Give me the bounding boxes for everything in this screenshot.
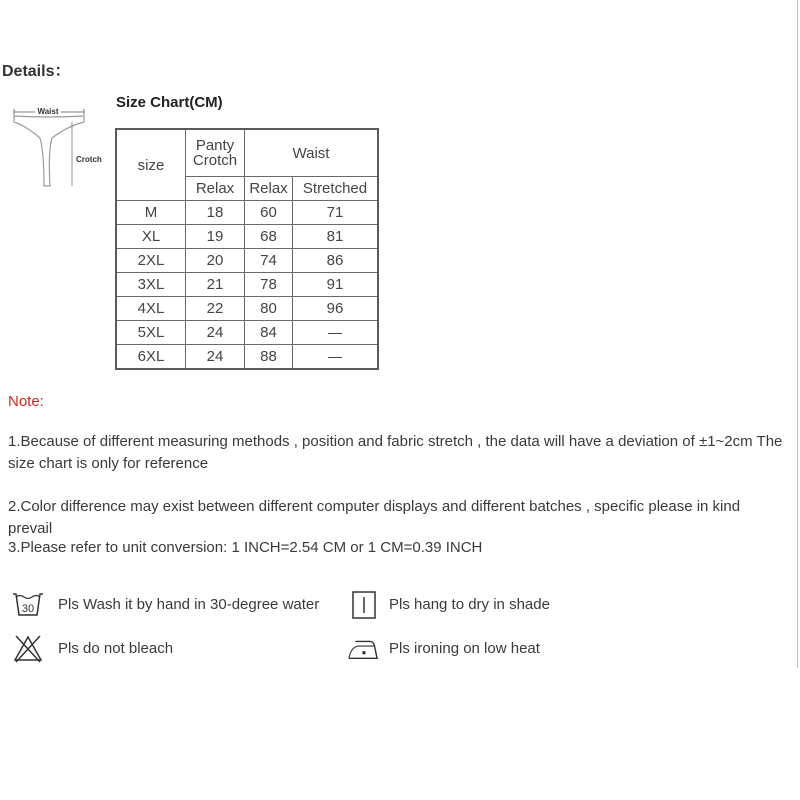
table-row [116,249,378,273]
cell-size: M [116,201,186,225]
cell-size: 4XL [116,297,186,321]
cell-waist-relax: 88 [245,345,293,370]
header-crotch-relax: Relax [186,177,245,201]
cell-crotch-relax: 18 [186,201,245,225]
cell-size: 6XL [116,345,186,370]
cell-waist-stretched: 81 [293,225,379,249]
cell-size: 3XL [116,273,186,297]
cell-waist-relax: 78 [245,273,293,297]
waist-label: Waist [37,107,59,116]
header-waist-stretched: Stretched [293,177,379,201]
hang-dry-shade-icon [349,590,381,620]
table-row [116,201,378,225]
panty-measurement-diagram [8,100,108,200]
details-label: Details： [2,63,71,80]
cell-waist-stretched: 71 [293,201,379,225]
cell-size: XL [116,225,186,249]
cell-waist-relax: 74 [245,249,293,273]
header-waist-relax: Relax [245,177,293,201]
note-item-1: 1.Because of different measuring methods , position and fabric stretch , the data will have a deviation of ±1~2cm The size chart is only for reference [8,433,783,472]
crotch-label: Crotch [76,155,102,164]
care-hang-dry-text: Pls hang to dry in shade [389,596,550,613]
cell-waist-stretched [293,345,379,370]
right-border-line [797,0,798,668]
cell-size: 5XL [116,321,186,345]
table-row [116,345,378,370]
panty-outline [14,116,84,186]
size-chart-table [115,128,379,370]
cell-crotch-relax: 19 [186,225,245,249]
table-header-row [116,129,378,177]
header-waist: Waist [245,129,379,177]
header-size: size [116,129,186,201]
wash-temp-label: 30 [21,603,35,615]
cell-crotch-relax: 24 [186,345,245,370]
note-item-3: 3.Please refer to unit conversion: 1 INCH=2.54 CM or 1 CM=0.39 INCH [8,539,483,556]
table-row [116,225,378,249]
cell-waist-relax: 80 [245,297,293,321]
do-not-bleach-icon [12,633,44,663]
care-iron-text: Pls ironing on low heat [389,640,540,657]
note-item-2: 2.Color difference may exist between different computer displays and different batches , specific please in kind prevail [8,498,741,537]
header-panty-crotch: Panty Crotch [186,129,245,177]
cell-waist-stretched [293,321,379,345]
cell-waist-relax: 84 [245,321,293,345]
cell-waist-stretched: 96 [293,297,379,321]
not-applicable-dash [328,333,342,334]
table-row [116,297,378,321]
cell-crotch-relax: 20 [186,249,245,273]
cell-waist-relax: 60 [245,201,293,225]
care-hand-wash-text: Pls Wash it by hand in 30-degree water [58,596,320,613]
note-title: Note: [8,393,44,410]
hand-wash-30-icon [12,589,44,619]
cell-waist-relax: 68 [245,225,293,249]
not-applicable-dash [328,357,342,358]
cell-crotch-relax: 24 [186,321,245,345]
cell-waist-stretched: 86 [293,249,379,273]
size-chart-title: Size Chart(CM) [116,94,223,111]
size-chart-body [116,201,378,370]
cell-waist-stretched: 91 [293,273,379,297]
table-row [116,273,378,297]
cell-crotch-relax: 22 [186,297,245,321]
cell-size: 2XL [116,249,186,273]
care-no-bleach-text: Pls do not bleach [58,640,174,657]
cell-crotch-relax: 21 [186,273,245,297]
table-row [116,321,378,345]
iron-low-heat-icon [347,633,379,663]
